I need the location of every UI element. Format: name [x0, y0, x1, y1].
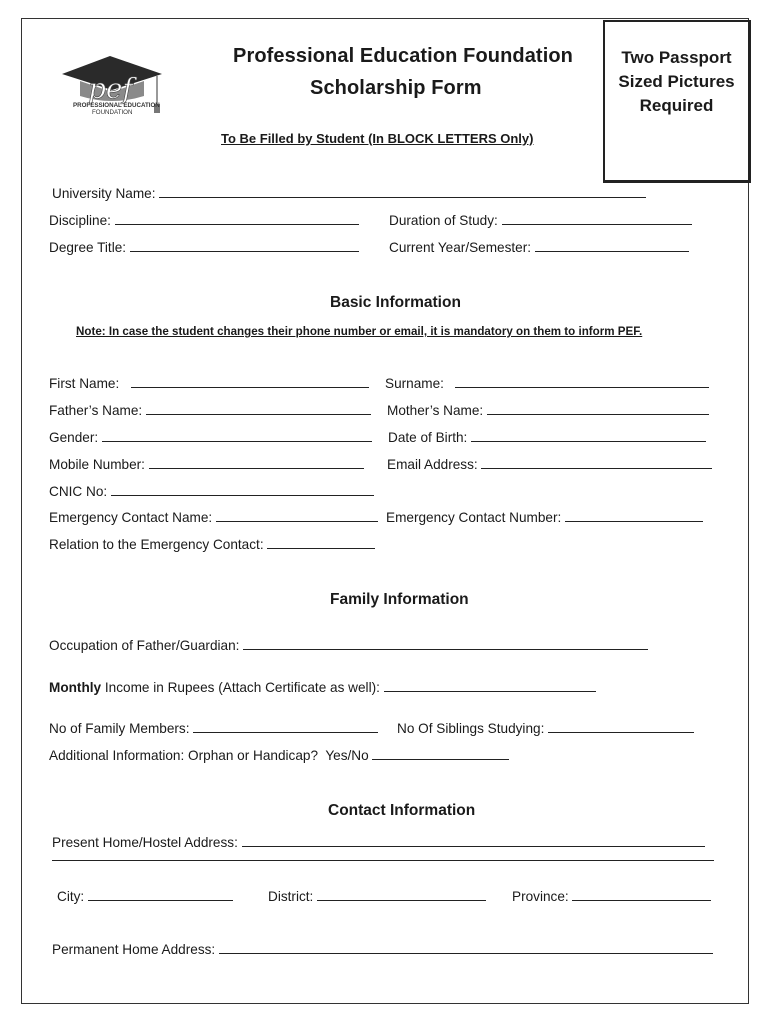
mobile-label: Mobile Number: — [49, 457, 145, 472]
present-address-field[interactable] — [52, 833, 705, 850]
emergency-name-label: Emergency Contact Name: — [49, 510, 213, 525]
photo-text-1: Two Passport — [621, 48, 732, 67]
additional-info-label: Additional Information: Orphan or Handicap? Yes/No — [49, 748, 369, 763]
family-members-label: No of Family Members: — [49, 721, 190, 736]
siblings-label: No Of Siblings Studying: — [397, 721, 545, 736]
discipline-label: Discipline: — [49, 213, 111, 228]
photo-box — [603, 20, 751, 183]
photo-text-3: Required — [639, 96, 714, 115]
duration-field[interactable] — [389, 211, 692, 228]
income-label: Income in Rupees (Attach Certificate as well): — [101, 680, 380, 695]
form-title: Professional Education Foundation — [233, 45, 573, 67]
family-info-heading: Family Information — [330, 591, 469, 608]
father-name-field[interactable] — [49, 401, 371, 418]
form-subtitle: Scholarship Form — [310, 77, 482, 99]
present-address-line-2[interactable] — [52, 860, 714, 861]
family-members-field[interactable] — [49, 719, 378, 736]
svg-text:pef: pef — [88, 72, 133, 105]
occupation-label: Occupation of Father/Guardian: — [49, 638, 240, 653]
logo-text-2: FOUNDATION — [92, 109, 133, 116]
mobile-field[interactable] — [49, 455, 364, 472]
city-label: City: — [57, 889, 85, 904]
surname-field[interactable] — [385, 374, 709, 391]
university-label: University Name: — [52, 186, 156, 201]
additional-info-field[interactable] — [49, 746, 509, 763]
current-year-label: Current Year/Semester: — [389, 240, 532, 255]
occupation-field[interactable] — [49, 636, 648, 653]
gender-field[interactable] — [49, 428, 372, 445]
dob-label: Date of Birth: — [388, 430, 468, 445]
university-field[interactable] — [52, 184, 646, 201]
logo-text-1: PROFESSIONAL EDUCATION — [73, 102, 160, 109]
cnic-label: CNIC No: — [49, 484, 108, 499]
dob-field[interactable] — [388, 428, 706, 445]
photo-text-2: Sized Pictures — [618, 72, 735, 91]
degree-label: Degree Title: — [49, 240, 127, 255]
relation-label: Relation to the Emergency Contact: — [49, 537, 264, 552]
gender-label: Gender: — [49, 430, 99, 445]
current-year-field[interactable] — [389, 238, 689, 255]
permanent-address-field[interactable] — [52, 940, 713, 957]
emergency-number-field[interactable] — [386, 508, 703, 525]
discipline-field[interactable] — [49, 211, 359, 228]
first-name-field[interactable] — [49, 374, 369, 391]
province-field[interactable] — [512, 887, 711, 904]
duration-label: Duration of Study: — [389, 213, 498, 228]
income-label-bold: Monthly — [49, 680, 102, 695]
district-field[interactable] — [268, 887, 486, 904]
email-field[interactable] — [387, 455, 712, 472]
instruction: To Be Filled by Student (In BLOCK LETTERS Only) — [221, 131, 534, 146]
degree-field[interactable] — [49, 238, 359, 255]
emergency-name-field[interactable] — [49, 508, 378, 525]
mother-name-label: Mother’s Name: — [387, 403, 484, 418]
income-field[interactable] — [49, 678, 596, 695]
basic-info-note: Note: In case the student changes their phone number or email, it is mandatory on them to inform PEF. — [76, 325, 643, 338]
emergency-number-label: Emergency Contact Number: — [386, 510, 562, 525]
cnic-field[interactable] — [49, 482, 374, 499]
email-label: Email Address: — [387, 457, 478, 472]
district-label: District: — [268, 889, 314, 904]
province-label: Province: — [512, 889, 569, 904]
first-name-label: First Name: — [49, 376, 120, 391]
basic-info-heading: Basic Information — [330, 294, 461, 311]
permanent-address-label: Permanent Home Address: — [52, 942, 216, 957]
siblings-field[interactable] — [397, 719, 694, 736]
father-name-label: Father’s Name: — [49, 403, 143, 418]
surname-label: Surname: — [385, 376, 444, 391]
mother-name-field[interactable] — [387, 401, 709, 418]
present-address-label: Present Home/Hostel Address: — [52, 835, 238, 850]
relation-field[interactable] — [49, 535, 375, 552]
contact-info-heading: Contact Information — [328, 802, 476, 819]
city-field[interactable] — [57, 887, 233, 904]
